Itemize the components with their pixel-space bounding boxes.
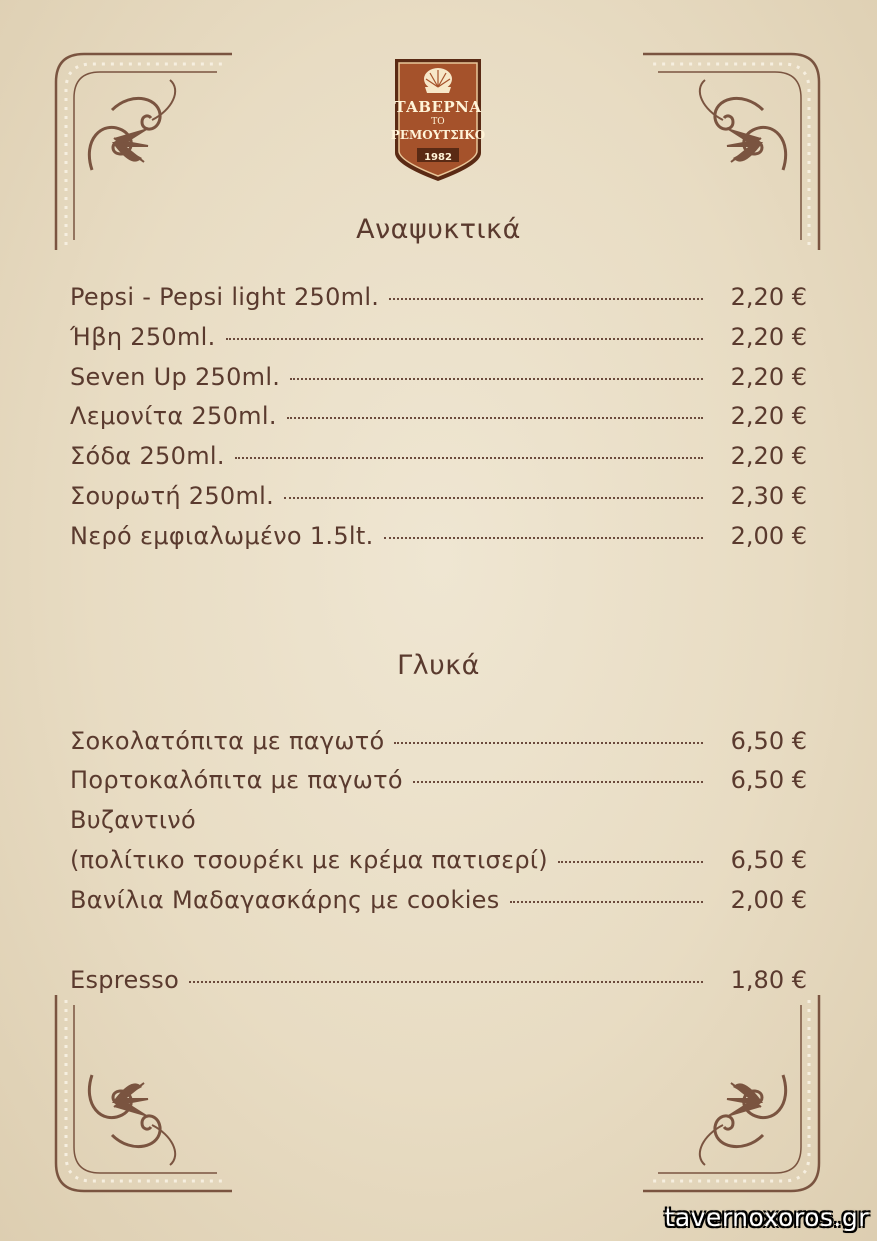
- section-title-drinks: Αναψυκτικά: [356, 214, 521, 245]
- taverna-logo: [389, 53, 487, 185]
- dot-leader: [384, 537, 703, 539]
- menu-item: [70, 283, 807, 315]
- menu-item-price: 6,50 €: [730, 766, 807, 794]
- logo-year: 1982: [424, 152, 452, 163]
- dot-leader: [413, 781, 703, 783]
- menu-item: [70, 363, 807, 395]
- menu-item-name: Espresso: [70, 966, 180, 994]
- menu-item-price: 6,50 €: [730, 846, 807, 874]
- corner-ornament-icon: [643, 995, 823, 1195]
- menu-item-name: Βυζαντινό: [70, 806, 196, 834]
- menu-item: [70, 727, 807, 759]
- menu-item-price: 1,80 €: [730, 966, 807, 994]
- menu-item-name: Seven Up 250ml.: [70, 363, 281, 391]
- dot-leader: [226, 338, 703, 340]
- dot-leader: [287, 417, 703, 419]
- menu-item-price: 2,20 €: [730, 283, 807, 311]
- menu-item: [70, 846, 807, 878]
- menu-item-name: (πολίτικο τσουρέκι με κρέμα πατισερί): [70, 846, 548, 874]
- menu-item-price: 2,30 €: [730, 482, 807, 510]
- menu-item-price: 6,50 €: [730, 727, 807, 755]
- menu-item: [70, 402, 807, 434]
- watermark: tavernoxoros.gr: [664, 1203, 869, 1232]
- dot-leader: [189, 981, 703, 983]
- menu-item: [70, 323, 807, 355]
- menu-item: [70, 886, 807, 918]
- menu-item-name: Πορτοκαλόπιτα με παγωτό: [70, 766, 403, 794]
- section-title-sweets: Γλυκά: [397, 650, 480, 681]
- menu-item: [70, 522, 807, 554]
- dot-leader: [510, 901, 703, 903]
- menu-item-name: Σοκολατόπιτα με παγωτό: [70, 727, 385, 755]
- menu-item: [70, 766, 807, 798]
- menu-item-name: Βανίλια Μαδαγασκάρης με cookies: [70, 886, 500, 914]
- menu-item: [70, 482, 807, 514]
- dot-leader: [394, 742, 703, 744]
- menu-item-price: 2,00 €: [730, 886, 807, 914]
- menu-item-name: Σόδα 250ml.: [70, 442, 225, 470]
- menu-item-name: Λεμονίτα 250ml.: [70, 402, 277, 430]
- dot-leader: [284, 497, 703, 499]
- corner-ornament-icon: [52, 995, 232, 1195]
- dot-leader: [290, 378, 703, 380]
- dot-leader: [558, 861, 703, 863]
- dot-leader: [235, 457, 703, 459]
- dot-leader: [389, 298, 703, 300]
- menu-item-name: Pepsi - Pepsi light 250ml.: [70, 283, 380, 311]
- menu-item-name: Ήβη 250ml.: [70, 323, 216, 351]
- menu-item-name: Νερό εμφιαλωμένο 1.5lt.: [70, 522, 374, 550]
- menu-item: [70, 966, 807, 998]
- menu-item-price: 2,20 €: [730, 323, 807, 351]
- menu-item: [70, 806, 807, 838]
- logo-name: ΡΕΜΟΥΤΣΙΚΟ: [390, 128, 486, 142]
- menu-item-price: 2,20 €: [730, 363, 807, 391]
- menu-item-price: 2,20 €: [730, 442, 807, 470]
- logo-subtitle: ΤΟ: [431, 117, 445, 127]
- menu-item-price: 2,00 €: [730, 522, 807, 550]
- menu-item-name: Σουρωτή 250ml.: [70, 482, 275, 510]
- menu-item-price: 2,20 €: [730, 402, 807, 430]
- logo-title: ΤΑΒΕΡΝΑ: [394, 98, 482, 116]
- menu-item: [70, 442, 807, 474]
